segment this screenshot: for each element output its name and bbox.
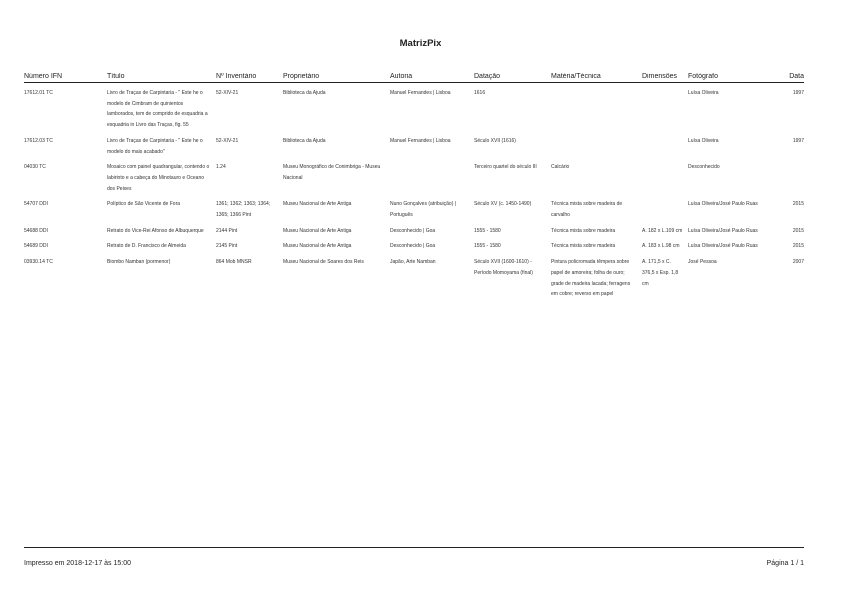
cell-inventory: 52-XIV-21	[216, 137, 239, 144]
cell-photographer: Luísa Oliveira	[688, 137, 719, 144]
cell-dating: Século XVII (1600-1610) - Período Momoyama (final)	[474, 259, 533, 276]
cell-ifn-number: 54688 DDI	[24, 227, 48, 234]
cell-inventory: 2144 Pint	[216, 227, 238, 234]
cell-owner: Museu Nacional de Soares dos Reis	[283, 259, 364, 266]
column-header: Número IFN	[24, 73, 107, 83]
cell-owner: Museu Nacional de Arte Antiga	[283, 243, 352, 250]
table-row	[24, 157, 804, 194]
column-header: Fotógrafo	[688, 73, 769, 83]
cell-ifn-number: 54707 DDI	[24, 201, 48, 208]
footer-divider	[24, 547, 804, 548]
cell-photographer: Luísa Oliveira	[688, 90, 719, 96]
cell-title: Retrato do Vice-Rei Afonso de Albuquerque	[107, 227, 204, 234]
cell-ifn-number: 03930.14 TC	[24, 259, 53, 266]
cell-title: Políptico de São Vicente de Fora	[107, 201, 181, 208]
cell-owner: Museu Nacional de Arte Antiga	[283, 201, 352, 208]
cell-ifn-number: 17612.03 TC	[24, 137, 53, 144]
cell-photographer: Luísa Oliveira/José Paulo Ruas	[688, 227, 758, 234]
cell-date	[769, 157, 804, 194]
cell-material: Pintura policromada têmpera sobre papel de amoreira; folha de ouro; grade de madeira lacada; ferragens em cobre; reverso em papel	[551, 259, 631, 298]
cell-date: 2007	[792, 259, 804, 266]
cell-dimensions: A. 182 x L.109 cm	[642, 227, 683, 234]
cell-photographer: Luísa Oliveira/José Paulo Ruas	[688, 201, 758, 208]
cell-title: Livro de Traças de Carpintaria - " Este he o modelo de Cimbram de quinientos lamborados, tem de comprido de esquadria a esquadria in Livro das Traças, fig. 55	[107, 90, 208, 129]
cell-author: Desconhecido | Goa	[390, 243, 436, 250]
column-header: Autoria	[390, 73, 474, 83]
column-header: Data	[769, 73, 804, 83]
cell-photographer: Luísa Oliveira/José Paulo Ruas	[688, 243, 758, 250]
cell-dimensions: A. 171,5 x C. 376,5 x Esp. 1,8 cm	[642, 259, 679, 287]
cell-ifn-number: 17612.01 TC	[24, 90, 53, 96]
cell-dating: Terceiro quartel do século III	[474, 164, 537, 171]
cell-inventory: 1361; 1362; 1363; 1364; 1365; 1366 Pint	[216, 201, 271, 219]
cell-title: Retrato de D. Francisco de Almeida	[107, 243, 186, 250]
cell-author: Desconhecido | Goa	[390, 227, 436, 234]
cell-dimensions	[642, 194, 688, 220]
cell-material: Técnica mista sobre madeira de carvalho	[551, 201, 623, 219]
cell-dating: 1555 - 1580	[474, 227, 501, 234]
cell-date: 2015	[792, 227, 804, 234]
cell-author	[390, 157, 474, 194]
column-header: Título	[107, 73, 216, 83]
table-row	[24, 131, 804, 157]
cell-photographer: José Pessoa	[688, 259, 717, 266]
cell-date: 1997	[792, 90, 804, 96]
table-row	[24, 83, 804, 131]
table-row	[24, 252, 804, 300]
cell-dimensions	[642, 83, 688, 131]
cell-material: Calcário	[551, 164, 570, 171]
cell-dimensions: A. 183 x L.98 cm	[642, 243, 680, 250]
column-header: Datação	[474, 73, 551, 83]
cell-inventory: 1.24	[216, 164, 226, 171]
cell-inventory: 864 Mob MNSR	[216, 259, 252, 266]
table-row	[24, 221, 804, 237]
cell-material: Técnica mista sobre madeira	[551, 243, 616, 250]
column-header: Matéria/Técnica	[551, 73, 642, 83]
cell-title: Biombo Namban (pormenor)	[107, 259, 171, 266]
cell-owner: Biblioteca da Ajuda	[283, 137, 326, 144]
page-number: Página 1 / 1	[766, 560, 804, 567]
cell-owner: Museu Nacional de Arte Antiga	[283, 227, 352, 234]
cell-date: 1997	[792, 137, 804, 144]
cell-author: Manuel Fernandes | Lisboa	[390, 90, 451, 96]
cell-date: 2015	[792, 243, 804, 250]
column-header: Proprietário	[283, 73, 390, 83]
cell-material	[551, 131, 642, 157]
cell-inventory: 52-XIV-21	[216, 90, 239, 96]
cell-ifn-number: 54689 DDI	[24, 243, 48, 250]
table-header-row	[24, 73, 804, 83]
cell-author: Nuno Gonçalves (atribuição) | Português	[390, 201, 457, 219]
table-row	[24, 236, 804, 252]
cell-author: Manuel Fernandes | Lisboa	[390, 137, 451, 144]
cell-inventory: 2145 Pint	[216, 243, 238, 250]
cell-owner: Museu Monográfico de Conimbriga - Museu Nacional	[283, 164, 381, 181]
cell-dimensions	[642, 131, 688, 157]
cell-dimensions	[642, 157, 688, 194]
report-title: MatrizPix	[399, 38, 442, 49]
cell-title: Mosaico com painel quadrangular, contendo o labirinto e a cabeça do Minotauro e Oceano dos Peixes	[107, 164, 210, 192]
cell-material	[551, 83, 642, 131]
cell-dating: Século XVII (1616)	[474, 137, 516, 144]
cell-owner: Biblioteca da Ajuda	[283, 90, 326, 96]
cell-title: Livro de Traças de Carpintaria - " Este he o modelo do mais acabado"	[107, 137, 203, 155]
cell-date: 2015	[792, 201, 804, 208]
table-row	[24, 194, 804, 220]
column-header: Nº Inventário	[216, 73, 283, 83]
print-timestamp: Impresso em 2018-12-17 às 15:00	[24, 560, 132, 567]
cell-photographer: Desconhecido	[688, 164, 720, 171]
column-header: Dimensões	[642, 73, 688, 83]
cell-material: Técnica mista sobre madeira	[551, 227, 616, 234]
cell-ifn-number: 04030 TC	[24, 164, 46, 171]
cell-author: Japão, Arte Namban	[390, 259, 436, 266]
cell-dating: Século XV (c. 1450-1490)	[474, 201, 532, 208]
records-table	[24, 73, 804, 300]
cell-dating: 1555 - 1580	[474, 243, 501, 250]
cell-dating: 1616	[474, 90, 486, 96]
